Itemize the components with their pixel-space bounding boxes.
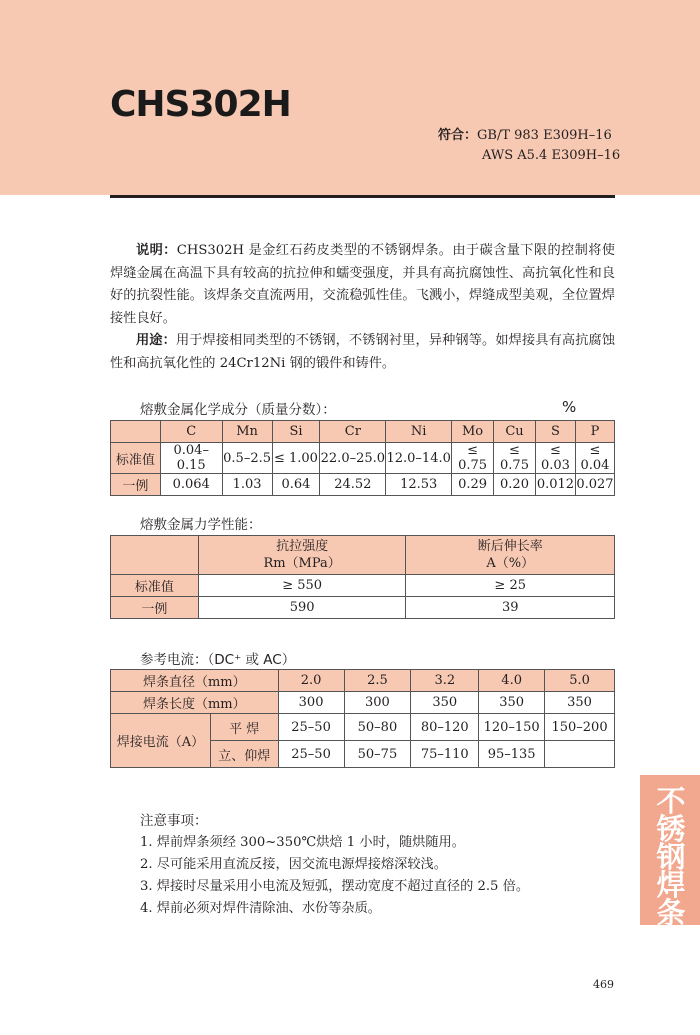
- standards-block: [438, 126, 620, 166]
- current-label: 焊接电流（A）: [111, 714, 211, 768]
- elongation-value: ≥ 25: [406, 575, 615, 597]
- vertical-value: [545, 741, 615, 768]
- flat-value: 50–80: [344, 714, 411, 741]
- chem-col: Si: [272, 421, 320, 443]
- mechanical-corner: [111, 536, 199, 575]
- chem-col: C: [160, 421, 222, 443]
- vertical-label: 立、仰焊: [210, 741, 278, 768]
- notes-block: [140, 810, 529, 920]
- flat-label: 平 焊: [210, 714, 278, 741]
- chem-value: 0.027: [575, 474, 614, 496]
- flat-row: [111, 714, 615, 741]
- chemistry-row-standard: [111, 443, 615, 474]
- chem-col: P: [575, 421, 614, 443]
- chem-value: 0.29: [452, 474, 494, 496]
- chem-value: 0.20: [494, 474, 536, 496]
- chem-value: 0.012: [535, 474, 575, 496]
- chem-value: 22.0–25.0: [320, 443, 386, 474]
- note-item: 1. 焊前焊条须经 300~350℃烘焙 1 小时，随烘随用。: [140, 835, 465, 850]
- elongation-header: [406, 536, 615, 575]
- chem-value: 0.64: [272, 474, 320, 496]
- length-value: 350: [545, 692, 615, 714]
- diameter-value: 4.0: [479, 670, 545, 692]
- elongation-label: 断后伸长率: [477, 539, 543, 554]
- chem-value: 0.064: [160, 474, 222, 496]
- chemistry-title: 熔敷金属化学成分（质量分数）：: [140, 402, 336, 418]
- chem-value: ≤ 0.04: [575, 443, 614, 474]
- row-label: 一例: [111, 474, 161, 496]
- side-tab-label: 不锈钢焊条: [656, 784, 686, 930]
- flat-value: 120–150: [479, 714, 545, 741]
- usage-label: 用途：: [136, 333, 176, 348]
- chemistry-corner: [111, 421, 161, 443]
- row-label: 标准值: [111, 575, 199, 597]
- description-label: 说明：: [136, 243, 177, 258]
- vertical-value: 75–110: [411, 741, 479, 768]
- chem-value: 12.0–14.0: [386, 443, 452, 474]
- chem-col: Cr: [320, 421, 386, 443]
- header-rule: [110, 195, 615, 198]
- chem-value: ≤ 0.75: [494, 443, 536, 474]
- tensile-header: [198, 536, 406, 575]
- chemistry-table: [110, 420, 615, 496]
- chem-value: ≤ 0.75: [452, 443, 494, 474]
- row-label: 标准值: [111, 443, 161, 474]
- mechanical-header-row: [111, 536, 615, 575]
- chem-value: ≤ 0.03: [535, 443, 575, 474]
- standard-2: AWS A5.4 E309H–16: [482, 148, 621, 163]
- chem-col: Ni: [386, 421, 452, 443]
- chem-col: Cu: [494, 421, 536, 443]
- product-title: CHS302H: [110, 84, 291, 125]
- vertical-value: 95–135: [479, 741, 545, 768]
- elongation-value: 39: [406, 597, 615, 619]
- diameter-value: 5.0: [545, 670, 615, 692]
- chem-value: 12.53: [386, 474, 452, 496]
- page-number: 469: [593, 978, 614, 991]
- tensile-unit: Rm（MPa）: [263, 556, 341, 571]
- chem-value: 1.03: [222, 474, 272, 496]
- chemistry-unit: %: [562, 398, 577, 416]
- length-row: [111, 692, 615, 714]
- length-value: 350: [411, 692, 479, 714]
- length-value: 300: [278, 692, 344, 714]
- standards-label: 符合：: [438, 128, 478, 143]
- description-text: CHS302H 是金红石药皮类型的不锈钢焊条。由于碳含量下限的控制将使焊缝金属在高温下具有较高的抗拉伸和蠕变强度，并具有高抗腐蚀性、高抗氧化性和良好的抗裂性能。该焊条交直流两用，交流稳弧性佳。飞溅小，焊缝成型美观，全位置焊接性良好。: [110, 243, 615, 326]
- chem-value: ≤ 1.00: [272, 443, 320, 474]
- tensile-value: ≥ 550: [198, 575, 406, 597]
- mechanical-row-standard: [111, 575, 615, 597]
- chem-value: 0.5–2.5: [222, 443, 272, 474]
- flat-value: 25–50: [278, 714, 344, 741]
- description-paragraph: [110, 240, 615, 330]
- notes-title: 注意事项：: [140, 813, 208, 829]
- tensile-value: 590: [198, 597, 406, 619]
- mechanical-title: 熔敷金属力学性能：: [140, 517, 262, 533]
- diameter-label: 焊条直径（mm）: [111, 670, 279, 692]
- length-label: 焊条长度（mm）: [111, 692, 279, 714]
- row-label: 一例: [111, 597, 199, 619]
- current-title: 参考电流：（DC⁺ 或 AC）: [140, 652, 296, 668]
- usage-paragraph: [110, 330, 615, 375]
- chem-col: Mo: [452, 421, 494, 443]
- chem-value: 0.04–0.15: [160, 443, 222, 474]
- note-item: 4. 焊前必须对焊件清除油、水份等杂质。: [140, 901, 381, 916]
- diameter-value: 2.5: [344, 670, 411, 692]
- flat-value: 150–200: [545, 714, 615, 741]
- diameter-value: 3.2: [411, 670, 479, 692]
- elongation-unit: A（%）: [486, 556, 535, 571]
- diameter-row: [111, 670, 615, 692]
- vertical-value: 50–75: [344, 741, 411, 768]
- diameter-value: 2.0: [278, 670, 344, 692]
- chem-value: 24.52: [320, 474, 386, 496]
- tensile-label: 抗拉强度: [276, 539, 329, 554]
- chem-col: Mn: [222, 421, 272, 443]
- current-table: [110, 669, 615, 768]
- mechanical-table: [110, 535, 615, 619]
- vertical-value: 25–50: [278, 741, 344, 768]
- note-item: 3. 焊接时尽量采用小电流及短弧，摆动宽度不超过直径的 2.5 倍。: [140, 879, 530, 894]
- note-item: 2. 尽可能采用直流反接，因交流电源焊接熔深较浅。: [140, 857, 447, 872]
- mechanical-row-example: [111, 597, 615, 619]
- length-value: 350: [479, 692, 545, 714]
- flat-value: 80–120: [411, 714, 479, 741]
- chem-col: S: [535, 421, 575, 443]
- chemistry-header-row: [111, 421, 615, 443]
- length-value: 300: [344, 692, 411, 714]
- chemistry-row-example: [111, 474, 615, 496]
- usage-text: 用于焊接相同类型的不锈钢，不锈钢衬里，异种钢等。如焊接具有高抗腐蚀性和高抗氧化性的 24Cr12Ni 钢的锻件和铸件。: [110, 333, 616, 371]
- standard-1: GB/T 983 E309H–16: [477, 128, 612, 143]
